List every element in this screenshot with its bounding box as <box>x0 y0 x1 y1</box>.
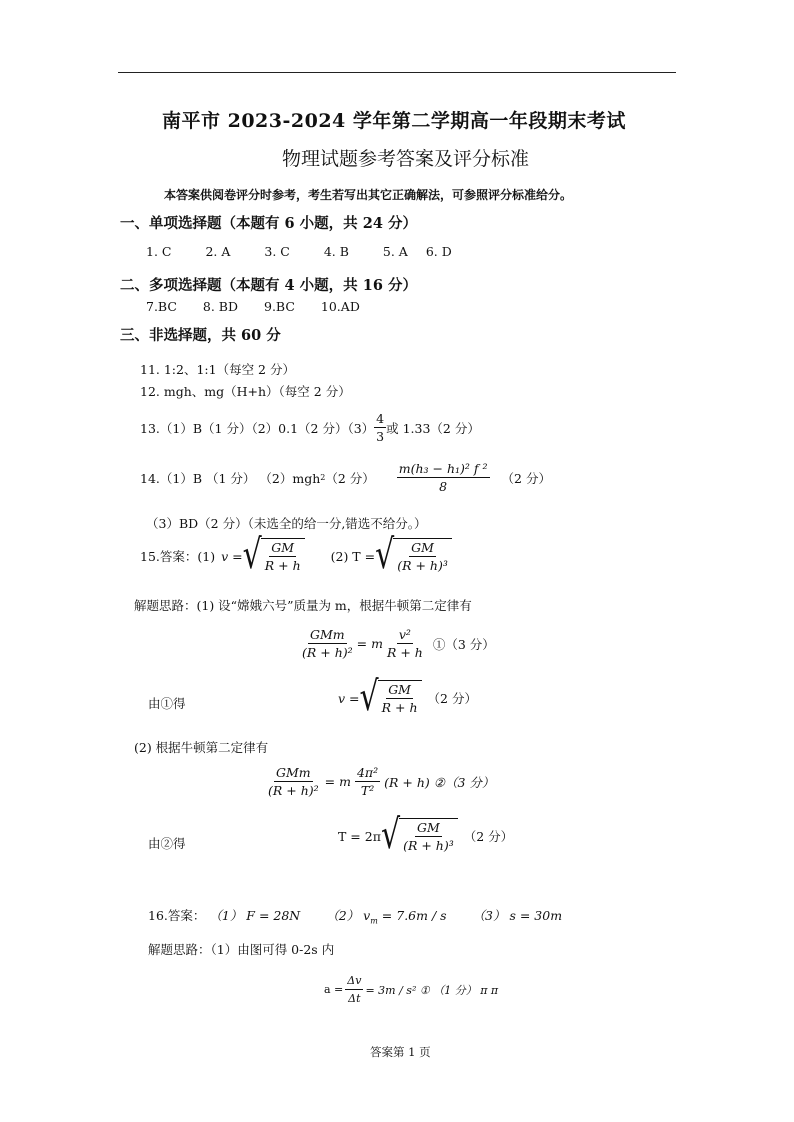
q14-answer <box>140 460 551 495</box>
q14-score-b: （2 分） <box>501 470 551 486</box>
q13-text-b: 或 1.33（2 分） <box>386 420 480 436</box>
q14-text: 14.（1）B （1 分） （2）mgh <box>140 470 321 486</box>
q15-answer <box>140 531 452 579</box>
q16-part2-b: = 7.6m / s <box>377 908 447 923</box>
T-result-num: GM <box>416 820 440 835</box>
page-footer: 答案第 1 页 <box>370 1045 431 1059</box>
answer-10: 10.AD <box>320 299 360 314</box>
q16-answer <box>148 906 562 926</box>
eq1-mid: = m <box>356 636 383 651</box>
q15-T-result: T = 2π √ $\frac{GM}{\text{(R + h)³}}$ （2 分） <box>338 811 514 859</box>
eq1-num2: v² <box>398 627 411 642</box>
section3-title: 三、非选择题，共 60 分 <box>120 327 281 344</box>
eq1-num: GMm <box>310 627 345 642</box>
header-rule <box>118 72 676 73</box>
section2-answers <box>146 299 360 314</box>
q16-part1: （1） F = 28N <box>209 908 301 923</box>
q12-answer: 12. mgh、mg（H+h）（每空 2 分） <box>140 384 351 399</box>
q14-frac-den: 8 <box>439 479 448 494</box>
exam-title: 南平市 2023-2024 学年第二学期高一年段期末考试 <box>162 110 626 132</box>
q15-den-2: (R + h)³ <box>397 558 448 573</box>
q15-num-2: GM <box>411 540 434 555</box>
q15-thinking: 解题思路：(1) 设“嫦娥六号”质量为 m，根据牛顿第二定律有 <box>134 598 472 613</box>
q11-answer: 11. 1:2、1:1（每空 2 分） <box>140 362 295 377</box>
a-num: Δv <box>345 972 363 990</box>
q15-v-result: v = √ $\frac{GM}{R + h}$ （2 分） <box>338 673 477 721</box>
section1-title: 一、单项选择题（本题有 6 小题，共 24 分） <box>120 215 417 232</box>
q15-den-1: R + h <box>264 558 301 573</box>
answer-7: 7.BC <box>146 299 177 314</box>
eq2-mid: = m <box>324 774 351 789</box>
T-result-score: （2 分） <box>463 829 514 844</box>
q13-fraction <box>374 410 386 445</box>
q13-answer <box>140 410 480 445</box>
q16-part3: （3） s = 30m <box>472 908 563 923</box>
T-result-den: (R + h)³ <box>403 838 454 853</box>
q14-frac-num: m(h₃ − h₁)² f ² <box>398 461 488 476</box>
q13-frac-num: 4 <box>376 411 385 426</box>
answer-3: 3. C <box>264 244 290 259</box>
eq2-num: GMm <box>276 765 311 780</box>
answer-4: 4. B <box>323 244 349 259</box>
eq2-num2: 4π² <box>356 765 379 780</box>
q15-part2: (2) T = <box>330 548 376 564</box>
exam-subtitle: 物理试题参考答案及评分标准 <box>282 148 530 170</box>
q15-part2-thinking: (2) 根据牛顿第二定律有 <box>134 740 269 755</box>
q15-eq2 <box>266 764 494 799</box>
v-result-score: （2 分） <box>427 691 477 706</box>
q15-num-1: GM <box>271 540 295 555</box>
q16-label: 16.答案： <box>148 908 206 923</box>
q13-text: 13.（1）B（1 分）（2）0.1（2 分）（3） <box>140 420 375 436</box>
q15-eq1 <box>300 626 495 661</box>
eq1-score: ①（3 分） <box>432 636 495 652</box>
v-result-eq: v = <box>338 690 360 706</box>
grading-note: 本答案供阅卷评分时参考，考生若写出其它正确解法，可参照评分标准给分。 <box>164 188 573 202</box>
eq2-tail: (R + h) ②（3 分） <box>384 774 495 790</box>
q16-part2-sub: m <box>370 916 378 926</box>
a-den: Δt <box>348 992 361 1005</box>
q16-thinking: 解题思路：（1）由图可得 0-2s 内 <box>148 942 335 957</box>
answer-9: 9.BC <box>264 299 295 314</box>
answer-6: 6. D <box>425 244 452 259</box>
q15-v-eq: v = <box>221 548 243 564</box>
v-result-num: GM <box>388 682 411 697</box>
eq1-den2: R + h <box>386 645 423 660</box>
q14-fraction <box>397 460 490 495</box>
q14-score: （2 分） <box>325 470 375 486</box>
q16-eq-a <box>324 972 498 1007</box>
v-result-den: R + h <box>381 700 418 715</box>
answer-5: 5. A <box>382 244 408 259</box>
eq2-den: (R + h)² <box>268 783 319 798</box>
T-result-eq: T = 2π <box>338 828 381 844</box>
q15-from2: 由②得 <box>148 836 186 851</box>
section2-title: 二、多项选择题（本题有 4 小题，共 16 分） <box>120 277 417 294</box>
q14-line2: （3）BD（2 分）（未选全的给一分,错选不给分。） <box>146 516 427 531</box>
q16-part2: （2） v <box>326 908 371 923</box>
answer-1: 1. C <box>146 244 172 259</box>
q13-frac-den: 3 <box>376 429 385 444</box>
eq2-den2: T² <box>360 783 375 798</box>
q15-label: 15.答案：(1) <box>140 549 216 564</box>
eq1-den: (R + h)² <box>302 645 353 660</box>
answer-8: 8. BD <box>202 299 239 314</box>
q15-from1: 由①得 <box>148 696 186 711</box>
q15-sqrt-1: √ $\frac{GM}{R + h}$ <box>243 538 305 574</box>
a-eq: a = <box>324 983 344 996</box>
a-tail: = 3m / s² ① （1 分） π π <box>365 983 499 997</box>
q15-sqrt-2: √ $\frac{GM}{\text{(R + h)³}}$ <box>375 538 452 574</box>
answer-2: 2. A <box>205 244 231 259</box>
section1-answers <box>146 244 452 259</box>
q14-sub: 2 <box>320 473 326 482</box>
